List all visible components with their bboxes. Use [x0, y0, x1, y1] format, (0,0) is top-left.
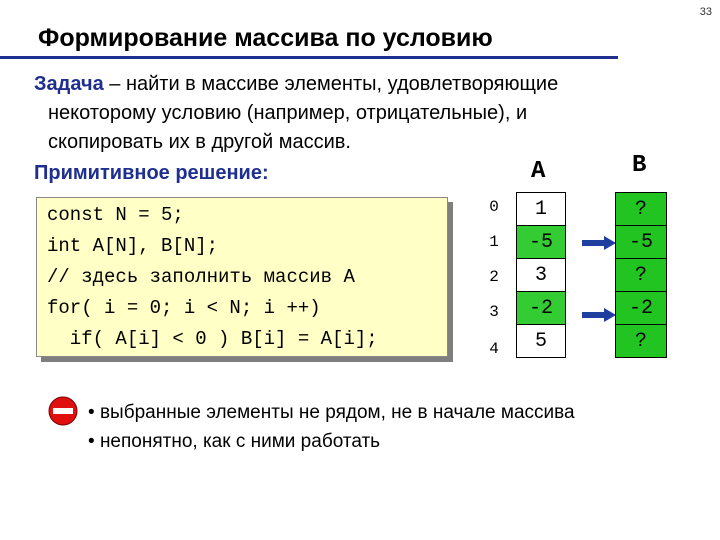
array-b-cell: -2	[615, 291, 667, 325]
task-text-1: – найти в массиве элементы, удовлетворяющие	[103, 73, 559, 95]
arrow-right-icon	[582, 236, 616, 250]
bullet-text: выбранные элементы не рядом, не в начале массива	[99, 402, 575, 423]
task-text-3: скопировать их в другой массив.	[48, 131, 351, 153]
array-a-cell: 5	[516, 324, 566, 358]
array-b-cell: -5	[615, 225, 667, 259]
array-a-cell: -5	[516, 225, 566, 259]
array-a-cell: -2	[516, 291, 566, 325]
index-label: 4	[489, 340, 499, 358]
code-line: const N = 5;	[47, 204, 184, 226]
index-label: 0	[489, 198, 499, 216]
task-label: Задача	[34, 73, 104, 95]
stop-icon	[48, 396, 78, 426]
index-label: 2	[489, 268, 499, 286]
code-line: int A[N], B[N];	[47, 235, 219, 257]
array-a-cell: 1	[516, 192, 566, 226]
slide-number: 33	[699, 6, 712, 18]
array-b-cell: ?	[615, 192, 667, 226]
title-underline	[0, 56, 618, 59]
array-a-cell: 3	[516, 258, 566, 292]
array-a	[516, 193, 566, 358]
code-line: for( i = 0; i < N; i ++)	[47, 297, 321, 319]
primitive-solution-label: Примитивное решение:	[34, 162, 269, 184]
task-description	[34, 70, 674, 157]
index-label: 3	[489, 303, 499, 321]
code-line: // здесь заполнить массив A	[47, 266, 355, 288]
index-label: 1	[489, 233, 499, 251]
bullet-text: непонятно, как с ними работать	[99, 431, 381, 452]
slide-title: Формирование массива по условию	[38, 24, 493, 52]
arrow-right-icon	[582, 308, 616, 322]
bullet-item: • непонятно, как с ними работать	[88, 431, 381, 452]
bullet-list	[88, 398, 575, 456]
task-text-2: некоторому условию (например, отрицательные), и	[48, 102, 528, 124]
array-b-cell: ?	[615, 324, 667, 358]
code-line: if( A[i] < 0 ) B[i] = A[i];	[47, 328, 378, 350]
bullet-item: • выбранные элементы не рядом, не в начале массива	[88, 402, 575, 423]
array-b	[615, 193, 667, 358]
array-b-cell: ?	[615, 258, 667, 292]
array-a-header: A	[531, 158, 546, 185]
array-b-header: B	[632, 152, 647, 179]
code-block	[36, 197, 448, 357]
